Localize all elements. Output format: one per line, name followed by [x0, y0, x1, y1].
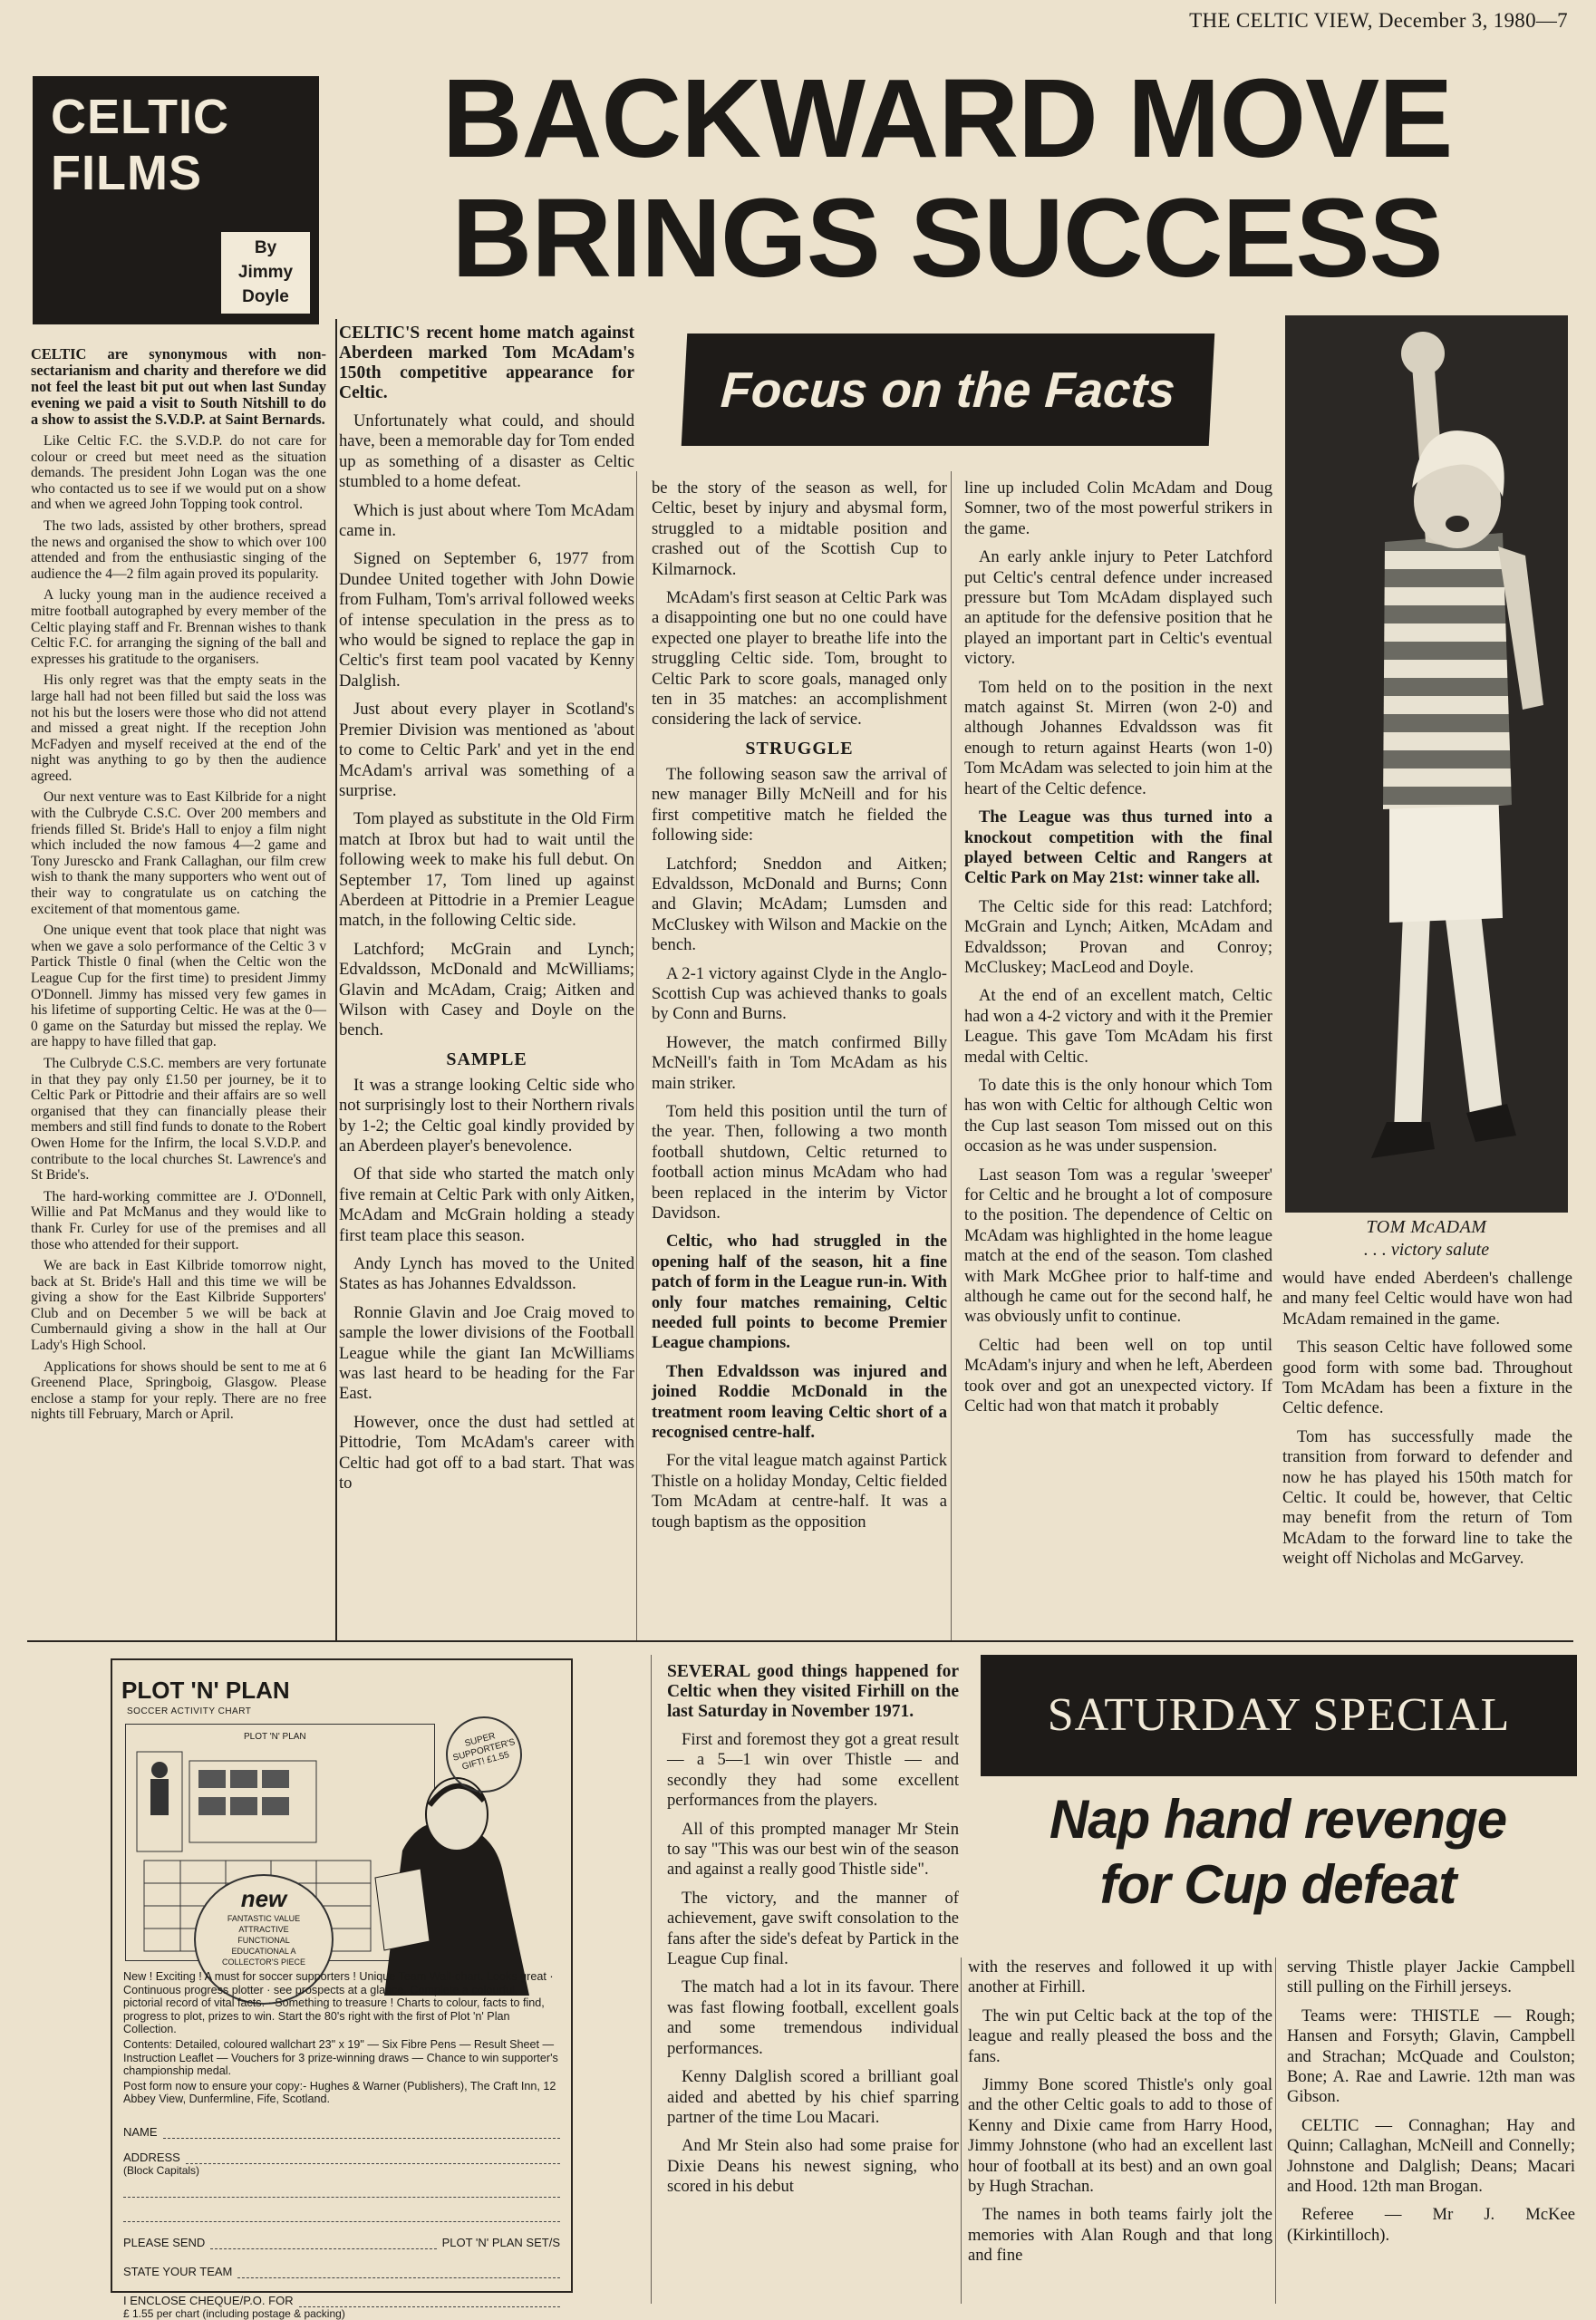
paragraph: Like Celtic F.C. the S.V.D.P. do not care for colour or creed but meet need as the situation demands. The president John Logan was the one who contacted us to see if we would put on a show and when we agreed John Topping took control. [31, 433, 326, 513]
paragraph: It was a strange looking Celtic side who not surprisingly lost to their Northern rivals by 1-2; the Celtic goal kindly provided by an Aberdeen player's benevolence. [339, 1075, 634, 1155]
paragraph: Signed on September 6, 1977 from Dundee United together with John Dowie from Fulham, Tom's arrival followed weeks of intense speculation in the press as to who would be signed to replace the gap in Celtic's first team pool vacated by Kenny Dalglish. [339, 549, 634, 691]
special-headline-line1: Nap hand revenge [1049, 1789, 1507, 1850]
new-word: new [240, 1885, 287, 1912]
new-lines: FANTASTIC VALUE ATTRACTIVE FUNCTIONAL EDUCATIONAL A COLLECTOR'S PIECE [221, 1914, 306, 1967]
films-column [31, 346, 326, 1642]
paragraph: The hard-working committee are J. O'Donnell, Willie and Pat McManus and they would like to thank Fr. Curley for use of the premises and all those who attended for their support. [31, 1188, 326, 1252]
form-send-field[interactable] [210, 2248, 436, 2249]
paragraph: The match had a lot in its favour. There was fast flowing football, excellent goals and some tremendous individual performances. [667, 1977, 959, 2058]
form-send-label: PLEASE SEND [123, 2236, 206, 2249]
wallchart-label: PLOT 'N' PLAN [244, 1732, 306, 1742]
photo-caption-name: TOM McADAM [1366, 1217, 1487, 1237]
focus-banner: Focus on the Facts [682, 334, 1214, 446]
films-title-line2: FILMS [51, 146, 202, 200]
paragraph: A lucky young man in the audience received a mitre football autographed by every member of the Celtic playing staff and Fr. Brennan wishes to thank Celtic F.C. for arranging the signing of the ball and expresses his gratitude to the organisers. [31, 587, 326, 667]
form-team-label: STATE YOUR TEAM [123, 2265, 233, 2278]
form-name-label: NAME [123, 2125, 158, 2139]
paragraph: A 2-1 victory against Clyde in the Anglo-Scottish Cup was achieved thanks to goals by Conn and Burns. [652, 963, 947, 1024]
main-story-column-1 [339, 324, 634, 1638]
paragraph: Tom played as substitute in the Old Firm match at Ibrox but had to wait until the following week to make his full debut. On September 17, Tom lined up against Aberdeen at Pittodrie in a Premier League match, in the following Celtic side. [339, 809, 634, 931]
plot-n-plan-ad [111, 1658, 573, 2320]
form-send-tail: PLOT 'N' PLAN SET/S [441, 2236, 560, 2249]
paragraph: The victory, and the manner of achievement, gave swift consolation to the fans after the side's defeat by Partick in the League Cup final. [667, 1888, 959, 1969]
films-byline-name2: Doyle [242, 287, 289, 306]
paragraph: with the reserves and followed it up with another at Firhill. [968, 1958, 1272, 1997]
ad-body-2: Contents: Detailed, coloured wallchart 23" x 19" — Six Fibre Pens — Result Sheet — Instruction Leaflet — Vouchers for 3 prize-winning draws — Chance to win supporter's championship medal. [123, 2037, 558, 2078]
ad-body-1: New ! Exciting ! A must for soccer supporters ! Unique Team Wall-chart. Looks great · Continuous progress plotter · see prospects at a glance. Complete a colourful, pictorial record of vital facts. · Something to treasure ! Charts to colour, facts to find, progress to plot, prizes to win. Start the 80's right with the first of Plot 'n' Plan Collection. [123, 1970, 554, 2036]
supporter-illustration [366, 1760, 566, 2005]
paragraph: Ronnie Glavin and Joe Craig moved to sample the lower divisions of the Football League while the giant Ian McWilliams was last heard to be heading for the Far East. [339, 1302, 634, 1404]
paragraph: The win put Celtic back at the top of the league and really pleased the boss and the fans. [968, 2006, 1272, 2066]
tom-mcadam-photo [1285, 315, 1568, 1222]
paragraph: His only regret was that the empty seats in the large hall had not been filled but said the loss was not his but the losers were those who did not attend and missed a great night. If the reception John McFadyen and myself received at the end of the night was anything to go by then the audience agreed. [31, 672, 326, 784]
paragraph: An early ankle injury to Peter Latchford put Celtic's central defence under increased pressure but Tom McAdam displayed such an aptitude for the defensive position that he played an important part in Celtic's eventual victory. [964, 547, 1272, 669]
gift-badge: SUPER SUPPORTER'S GIFT! £1.55 [438, 1708, 531, 1802]
films-byline-by: By [254, 238, 277, 257]
paragraph: line up included Colin McAdam and Doug Somner, two of the most powerful strikers in the game. [964, 478, 1272, 538]
ad-body-3: Post form now to ensure your copy:- Hughes & Warner (Publishers), The Craft Inn, 12 Abbey View, Dunfermline, Fife, Scotland. [123, 2079, 556, 2106]
paragraph: All of this prompted manager Mr Stein to say "This was our best win of the season and against a really good Thistle side". [667, 1819, 959, 1880]
paragraph: First and foremost they got a great result — a 5—1 win over Thistle — and secondly they had some excellent performances from the players. [667, 1730, 959, 1811]
special-column-3 [1287, 1958, 1575, 2306]
paragraph: Tom held on to the position in the next match against St. Mirren (won 2-0) and although Johannes Edvaldsson was fit enough to return against Hearts (won 1-0) Tom McAdam was selected to join him at the heart of the Celtic defence. [964, 677, 1272, 798]
form-address-line3[interactable] [123, 2198, 560, 2222]
paragraph: The League was thus turned into a knockout competition with the final played between Celtic and Rangers at Celtic Park on May 21st: winner take all. [964, 807, 1272, 888]
paragraph: Andy Lynch has moved to the United States as has Johannes Edvaldsson. [339, 1254, 634, 1294]
form-price: £ 1.55 per chart (including postage & packing) [123, 2307, 345, 2320]
paragraph: One unique event that took place that night was when we gave a solo performance of the Celtic 3 v Partick Thistle 0 final (when the Celtic won the League Cup for the first time) to president Jimmy O'Donnell. Jimmy has missed very few games in his lifetime of supporting Celtic. He was at the 0—0 game on the Saturday but missed the replay. We are happy to have filled that gap. [31, 923, 326, 1050]
paragraph: Celtic had been well on top until McAdam's injury and when he left, Aberdeen took over and got an unexpected victory. If Celtic had won that match it probably [964, 1335, 1272, 1416]
form-address-sub: (Block Capitals) [123, 2164, 200, 2177]
subheading: STRUGGLE [745, 738, 854, 759]
subheading: SAMPLE [446, 1049, 527, 1069]
paragraph: Jimmy Bone scored Thistle's only goal and the other Celtic goals to add to those of Kenny and Dixie came from Harry Hood, Jimmy Johnstone (who had an excellent last hour of football at its best) and an own goal by Hugh Strachan. [968, 2075, 1272, 2197]
paragraph: This season Celtic have followed some good form with some bad. Throughout Tom McAdam has been a fixture in the Celtic defence. [1282, 1338, 1572, 1418]
paragraph: The Culbryde C.S.C. members are very fortunate in that they pay only £1.50 per journey, be it to Celtic Park or Pittodrie and their affairs are so well organised that they can financially please their members and still find funds to donate to the Robert Owen Home for the Infirm, the local S.V.D.P. and contribute to the local churches St. Lawrence's and St Bride's. [31, 1055, 326, 1184]
paragraph: The following season saw the arrival of new manager Billy McNeill and for his first competitive match he fielded the following side: [652, 764, 947, 846]
paragraph: Tom held this position until the turn of the year. Then, following a two month football shutdown, Celtic returned to football action minus McAdam who had been replaced in the interim by Victor Davidson. [652, 1101, 947, 1223]
special-column-1 [667, 1662, 959, 2296]
form-address-label: ADDRESS [123, 2151, 180, 2164]
films-title-line1: CELTIC [51, 90, 229, 144]
ad-body [123, 1970, 560, 2106]
form-address-field[interactable] [186, 2163, 560, 2164]
special-headline-line2: for Cup defeat [1099, 1854, 1456, 1915]
headline-line1: BACKWARD MOVE [441, 57, 1453, 181]
paragraph: However, the match confirmed Billy McNeill's faith in Tom McAdam as his main striker. [652, 1032, 947, 1093]
paragraph: Latchford; Sneddon and Aitken; Edvaldsson, McDonald and Burns; Conn and Glavin; McAdam; Lumsden and McCluskey with Wilson and Mackie on the bench. [652, 854, 947, 955]
ad-title: PLOT 'N' PLAN [121, 1677, 290, 1704]
form-address-line2[interactable] [123, 2177, 560, 2198]
paragraph: Just about every player in Scotland's Premier Division was mentioned as 'about to come to Celtic Park' and yet in the end McAdam's arrival was something of a surprise. [339, 700, 634, 800]
paragraph: We are back in East Kilbride tomorrow night, back at St. Bride's Hall and this time we will be giving a show for the East Kilbride Supporters' Club and on December 5 we will be back at Cumbernauld giving a show in the hall at Our Lady's High School. [31, 1258, 326, 1354]
paragraph: CELTIC'S recent home match against Aberdeen marked Tom McAdam's 150th competitive appearance for Celtic. [339, 324, 634, 402]
paragraph: Our next venture was to East Kilbride for a night with the Culbryde C.S.C. Over 200 members and friends filled St. Bride's Hall to enjoy a film night which included the now famous 4—2 game and Tony Jurescko and Frank Callaghan, our film crew wish to thank the many supporters who went out of their way to congratulate us on catching the excitement of that momentous game. [31, 789, 326, 917]
paragraph: The names in both teams fairly jolt the memories with Alan Rough and that long and fine [968, 2205, 1272, 2266]
paragraph: However, once the dust had settled at Pittodrie, Tom McAdam's career with Celtic had got off to a bad start. That was to [339, 1412, 634, 1494]
paragraph: Teams were: THISTLE — Rough; Hansen and Forsyth; Glavin, Campbell and Strachan; McQuade and Coulston; Bone; A. Rae and Lawrie. 12th man was Gibson. [1287, 2006, 1575, 2107]
paragraph: And Mr Stein also had some praise for Dixie Deans his newest signing, who scored in his debut [667, 2136, 959, 2197]
paragraph: McAdam's first season at Celtic Park was a disappointing one but no one could have expected one player to breathe life into the struggling Celtic side. Tom, brought to Celtic Park to score goals, managed only ten in 35 matches: an accomplishment considering the lack of service. [652, 588, 947, 730]
main-story-column-3 [964, 478, 1272, 1640]
photo-caption [1285, 1213, 1568, 1262]
paragraph: CELTIC — Connaghan; Hay and Quinn; Callaghan, McNeill and Connelly; Johnstone and Dalglish; Deans; Macari and Hood. 12th man Brogan. [1287, 2115, 1575, 2197]
celtic-films-box [33, 76, 319, 324]
saturday-special-banner: SATURDAY SPECIAL [981, 1655, 1577, 1776]
paragraph: be the story of the season as well, for Celtic, beset by injury and abysmal form, struggled to a midtable position and crashed out of the Scottish Cup to Kilmarnock. [652, 478, 947, 579]
running-head: THE CELTIC VIEW, December 3, 1980—7 [1189, 9, 1568, 32]
paragraph: would have ended Aberdeen's challenge and many feel Celtic would have won had McAdam remained in the game. [1282, 1269, 1572, 1329]
paragraph: For the vital league match against Partick Thistle on a holiday Monday, Celtic fielded Tom McAdam at centre-half. It was a tough baptism as the opposition [652, 1451, 947, 1532]
paragraph: At the end of an excellent match, Celtic had won a 4-2 victory and with it the Premier League. This gave Tom McAdam his first medal with Celtic. [964, 986, 1272, 1067]
paragraph: Of that side who started the match only five remain at Celtic Park with only Aitken, McAdam and McGrain holding a steady first team place this season. [339, 1165, 634, 1245]
paragraph: The two lads, assisted by other brothers, spread the news and organised the show to which over 100 attended and from the enthusiastic singing of the audience the 4—2 film again proved its popularity. [31, 517, 326, 582]
paragraph: Applications for shows should be sent to me at 6 Greenend Place, Springboig, Glasgow. Please enclose a stamp for your reply. There are no free nights till February, March or April. [31, 1358, 326, 1423]
paragraph: SEVERAL good things happened for Celtic when they visited Firhill on the last Saturday in November 1971. [667, 1662, 959, 1721]
paragraph: Tom has successfully made the transition from forward to defender and now he has played his 150th match for Celtic. It could be, however, that Celtic may benefit from the return of Tom McAdam to the forward line to take the weight off Nicholas and McGarvey. [1282, 1426, 1572, 1569]
paragraph: Then Edvaldsson was injured and joined Roddie McDonald in the treatment room leaving Celtic short of a recognised centre-half. [652, 1361, 947, 1443]
paragraph: Latchford; McGrain and Lynch; Edvaldsson, McDonald and McWilliams; Glavin and McAdam, Craig; Aitken and Wilson with Casey and Doyle on the bench. [339, 939, 634, 1040]
ad-subtitle: SOCCER ACTIVITY CHART [127, 1706, 252, 1716]
paragraph: CELTIC are synonymous with non-sectarianism and charity and therefore we did not feel the least bit put out when last Sunday evening we paid a visit to South Nitshill to do a show to assist the S.V.D.P. at Saint Bernards. [31, 345, 326, 428]
headline-line2: BRINGS SUCCESS [451, 177, 1443, 301]
paragraph: Celtic, who had struggled in the opening half of the season, hit a fine patch of form in the League run-in. With only four matches remaining, Celtic needed full points to become Premier League champions. [652, 1232, 947, 1353]
form-cheque-label: I ENCLOSE CHEQUE/P.O. FOR [123, 2294, 294, 2307]
paragraph: To date this is the only honour which Tom has won with Celtic for although Celtic won the Cup last season Tom missed out on this occasion as he was under suspension. [964, 1075, 1272, 1156]
main-story-column-4 [1282, 1269, 1572, 1640]
form-team-field[interactable] [237, 2277, 560, 2278]
films-byline-name1: Jimmy [237, 263, 294, 282]
paragraph: Unfortunately what could, and should have, been a memorable day for Tom ended up as something of a disaster as Celtic stumbled to a home defeat. [339, 411, 634, 492]
photo-caption-sub: . . . victory salute [1363, 1240, 1490, 1260]
films-byline-box [221, 232, 310, 314]
main-headline [344, 57, 1550, 301]
special-column-2 [968, 1958, 1272, 2306]
paragraph: Referee — Mr J. McKee (Kirkintilloch). [1287, 2205, 1575, 2245]
special-headline [979, 1787, 1577, 1918]
main-story-column-2 [652, 478, 947, 1640]
order-form [123, 2113, 560, 2320]
paragraph: The Celtic side for this read: Latchford; McGrain and Lynch; Aitken, McAdam and Edvaldsson; Provan and Conroy; McCluskey; MacLeod and Doyle. [964, 896, 1272, 977]
paragraph: Last season Tom was a regular 'sweeper' for Celtic and he brought a lot of composure to the position. The dependence of Celtic on McAdam was highlighted in the home league match at the end of the season. Tom clashed with Mark McGhee prior to half-time and although he came out for the second half, he was obviously unfit to continue. [964, 1165, 1272, 1327]
form-name-field[interactable] [163, 2138, 560, 2139]
paragraph: serving Thistle player Jackie Campbell still pulling on the Firhill jerseys. [1287, 1958, 1575, 1997]
paragraph: Kenny Dalglish scored a brilliant goal aided and abetted by his chief sparring partner of the time Lou Macari. [667, 2067, 959, 2127]
paragraph: Which is just about where Tom McAdam came in. [339, 500, 634, 541]
